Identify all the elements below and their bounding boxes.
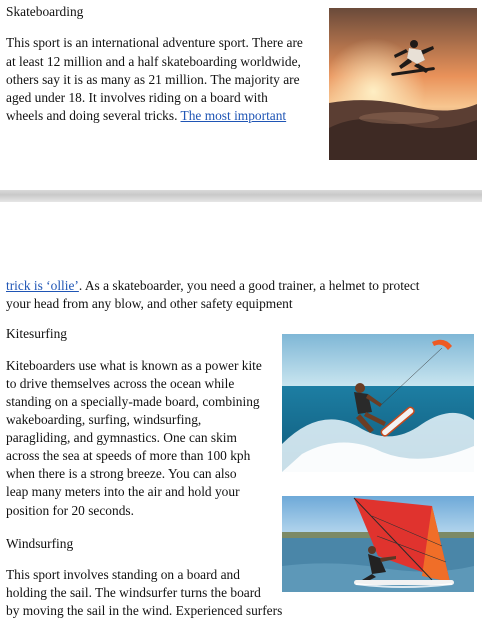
wind-line-1: This sport involves standing on a board and (6, 567, 240, 582)
skate-para-line-3: others say it is as many as 21 million. The majority are (6, 72, 300, 87)
kite-line-5: paragliding, and gymnastics. One can skim (6, 430, 237, 445)
skate-para-line-2: at least 12 million and a half skateboarding worldwide, (6, 54, 301, 69)
skate-para-line-1: This sport is an international adventure sport. There are (6, 35, 303, 50)
skate-para-text: wheels and doing several tricks. (6, 108, 181, 123)
kitesurfer-photo (282, 334, 474, 472)
skate-continuation-text: . As a skateboarder, you need a good trainer, a helmet to protect (78, 278, 420, 293)
document-page-2 (0, 202, 482, 618)
skate-para-line-4: aged under 18. It involves riding on a board with (6, 90, 268, 105)
skate-continuation-line-1 (6, 276, 420, 295)
windsurfer-photo (282, 496, 474, 592)
heading-windsurfing: Windsurfing (6, 536, 74, 551)
link-most-important[interactable]: The most important (180, 108, 287, 123)
document-page-1 (0, 0, 482, 190)
kite-line-3: standing on a specially-made board, combining (6, 394, 260, 409)
heading-skateboarding: Skateboarding (6, 4, 84, 19)
kite-line-1: Kiteboarders use what is known as a power kite (6, 358, 262, 373)
skateboarder-jumping-photo (329, 8, 477, 160)
wind-line-2: holding the sail. The windsurfer turns the board (6, 585, 261, 600)
page-separator (0, 190, 482, 202)
kite-line-2: to drive themselves across the ocean while (6, 376, 235, 391)
heading-kitesurfing: Kitesurfing (6, 326, 67, 341)
kite-line-4: wakeboarding, surfing, windsurfing, (6, 412, 202, 427)
kite-line-8: leap many meters into the air and hold your (6, 484, 240, 499)
wind-line-3: by moving the sail in the wind. Experienced surfers (6, 603, 283, 618)
kite-line-7: when there is a strong breeze. You can also (6, 466, 237, 481)
link-trick-ollie[interactable]: trick is ‘ollie’ (6, 278, 79, 293)
kite-line-6: across the sea at speeds of more than 100 kph (6, 448, 251, 463)
skate-para-line-5 (6, 106, 286, 125)
skate-continuation-line-2: your head from any blow, and other safety equipment (6, 296, 293, 311)
kite-line-9: position for 20 seconds. (6, 503, 134, 518)
